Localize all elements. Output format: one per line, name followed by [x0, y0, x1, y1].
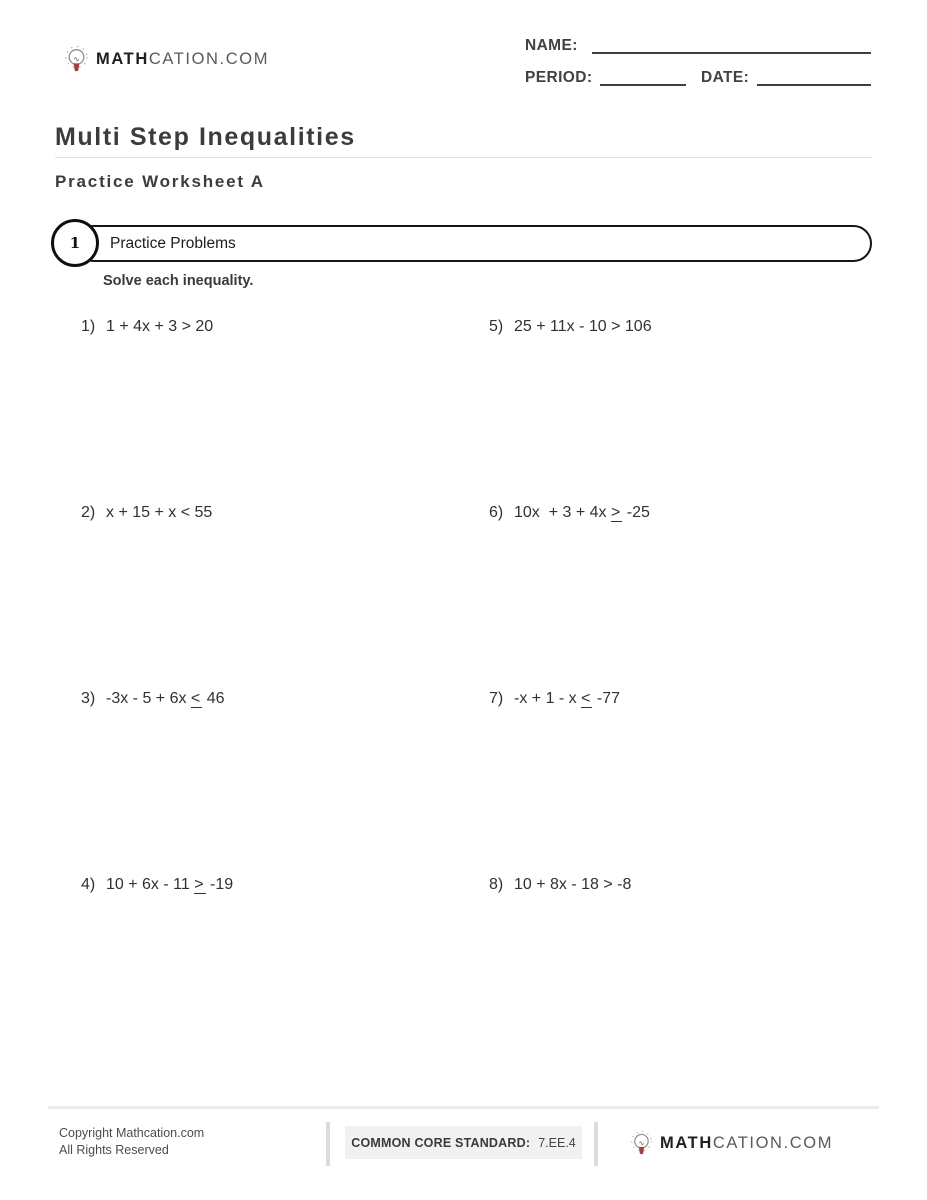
- page-title: Multi Step Inequalities: [55, 123, 356, 151]
- title-divider: [55, 157, 872, 158]
- mathcation-logo-header: [64, 45, 269, 73]
- footer-separator-bar: [326, 1122, 330, 1166]
- name-label: NAME:: [525, 37, 578, 54]
- mathcation-logo-footer: [630, 1130, 833, 1156]
- problem-expression: 25 + 11x - 10 > 106: [514, 318, 652, 335]
- brand-light: CATION.COM: [712, 1133, 834, 1152]
- name-blank-line: [592, 36, 871, 54]
- problem-expression: 10 + 6x - 11 > -19: [106, 876, 234, 893]
- problem-number: 4): [81, 876, 96, 893]
- brand-bold: MATH: [660, 1133, 713, 1152]
- brand-light: CATION.COM: [148, 49, 270, 68]
- problem-number: 5): [489, 318, 504, 335]
- problem-expression: 10 + 8x - 18 > -8: [514, 876, 632, 893]
- problem-number: 7): [489, 690, 504, 707]
- page-subtitle: Practice Worksheet A: [55, 172, 265, 191]
- problem-expression: 10x + 3 + 4x > -25: [514, 504, 650, 521]
- lightbulb-icon: [630, 1130, 653, 1156]
- section-label: Practice Problems: [110, 234, 236, 252]
- problem-number: 8): [489, 876, 504, 893]
- copyright-line-2: All Rights Reserved: [59, 1142, 169, 1157]
- problems-grid: [81, 317, 907, 1061]
- standard-value: 7.EE.4: [538, 1135, 576, 1150]
- problem-7: [489, 689, 907, 875]
- brand-text: [660, 1134, 833, 1153]
- lightbulb-icon: [64, 45, 89, 73]
- problem-number: 2): [81, 504, 96, 521]
- problem-4: [81, 875, 489, 1061]
- brand-bold: MATH: [96, 49, 149, 68]
- problem-expression: -3x - 5 + 6x < 46: [106, 690, 225, 707]
- copyright-text: [59, 1125, 204, 1159]
- period-label: PERIOD:: [525, 69, 593, 86]
- problem-6: [489, 503, 907, 689]
- brand-text: [96, 50, 269, 69]
- problem-number: 6): [489, 504, 504, 521]
- period-blank-line: [600, 68, 686, 86]
- problem-2: [81, 503, 489, 689]
- problem-8: [489, 875, 907, 1061]
- instruction-text: Solve each inequality.: [103, 273, 254, 289]
- common-core-standard-box: [345, 1126, 582, 1159]
- section-header-pill: [75, 225, 872, 262]
- problem-5: [489, 317, 907, 503]
- problem-number: 1): [81, 318, 96, 335]
- date-blank-line: [757, 68, 871, 86]
- date-label: DATE:: [701, 69, 750, 86]
- footer-separator-bar: [594, 1122, 598, 1166]
- section-number: 1: [69, 234, 81, 252]
- standard-label: COMMON CORE STANDARD:: [351, 1135, 531, 1150]
- footer-divider: [48, 1106, 879, 1109]
- problem-expression: -x + 1 - x < -77: [514, 690, 621, 707]
- problem-expression: x + 15 + x < 55: [106, 504, 213, 521]
- section-number-badge: [51, 219, 99, 267]
- problem-expression: 1 + 4x + 3 > 20: [106, 318, 214, 335]
- problem-number: 3): [81, 690, 96, 707]
- problem-3: [81, 689, 489, 875]
- problem-1: [81, 317, 489, 503]
- copyright-line-1: Copyright Mathcation.com: [59, 1126, 205, 1140]
